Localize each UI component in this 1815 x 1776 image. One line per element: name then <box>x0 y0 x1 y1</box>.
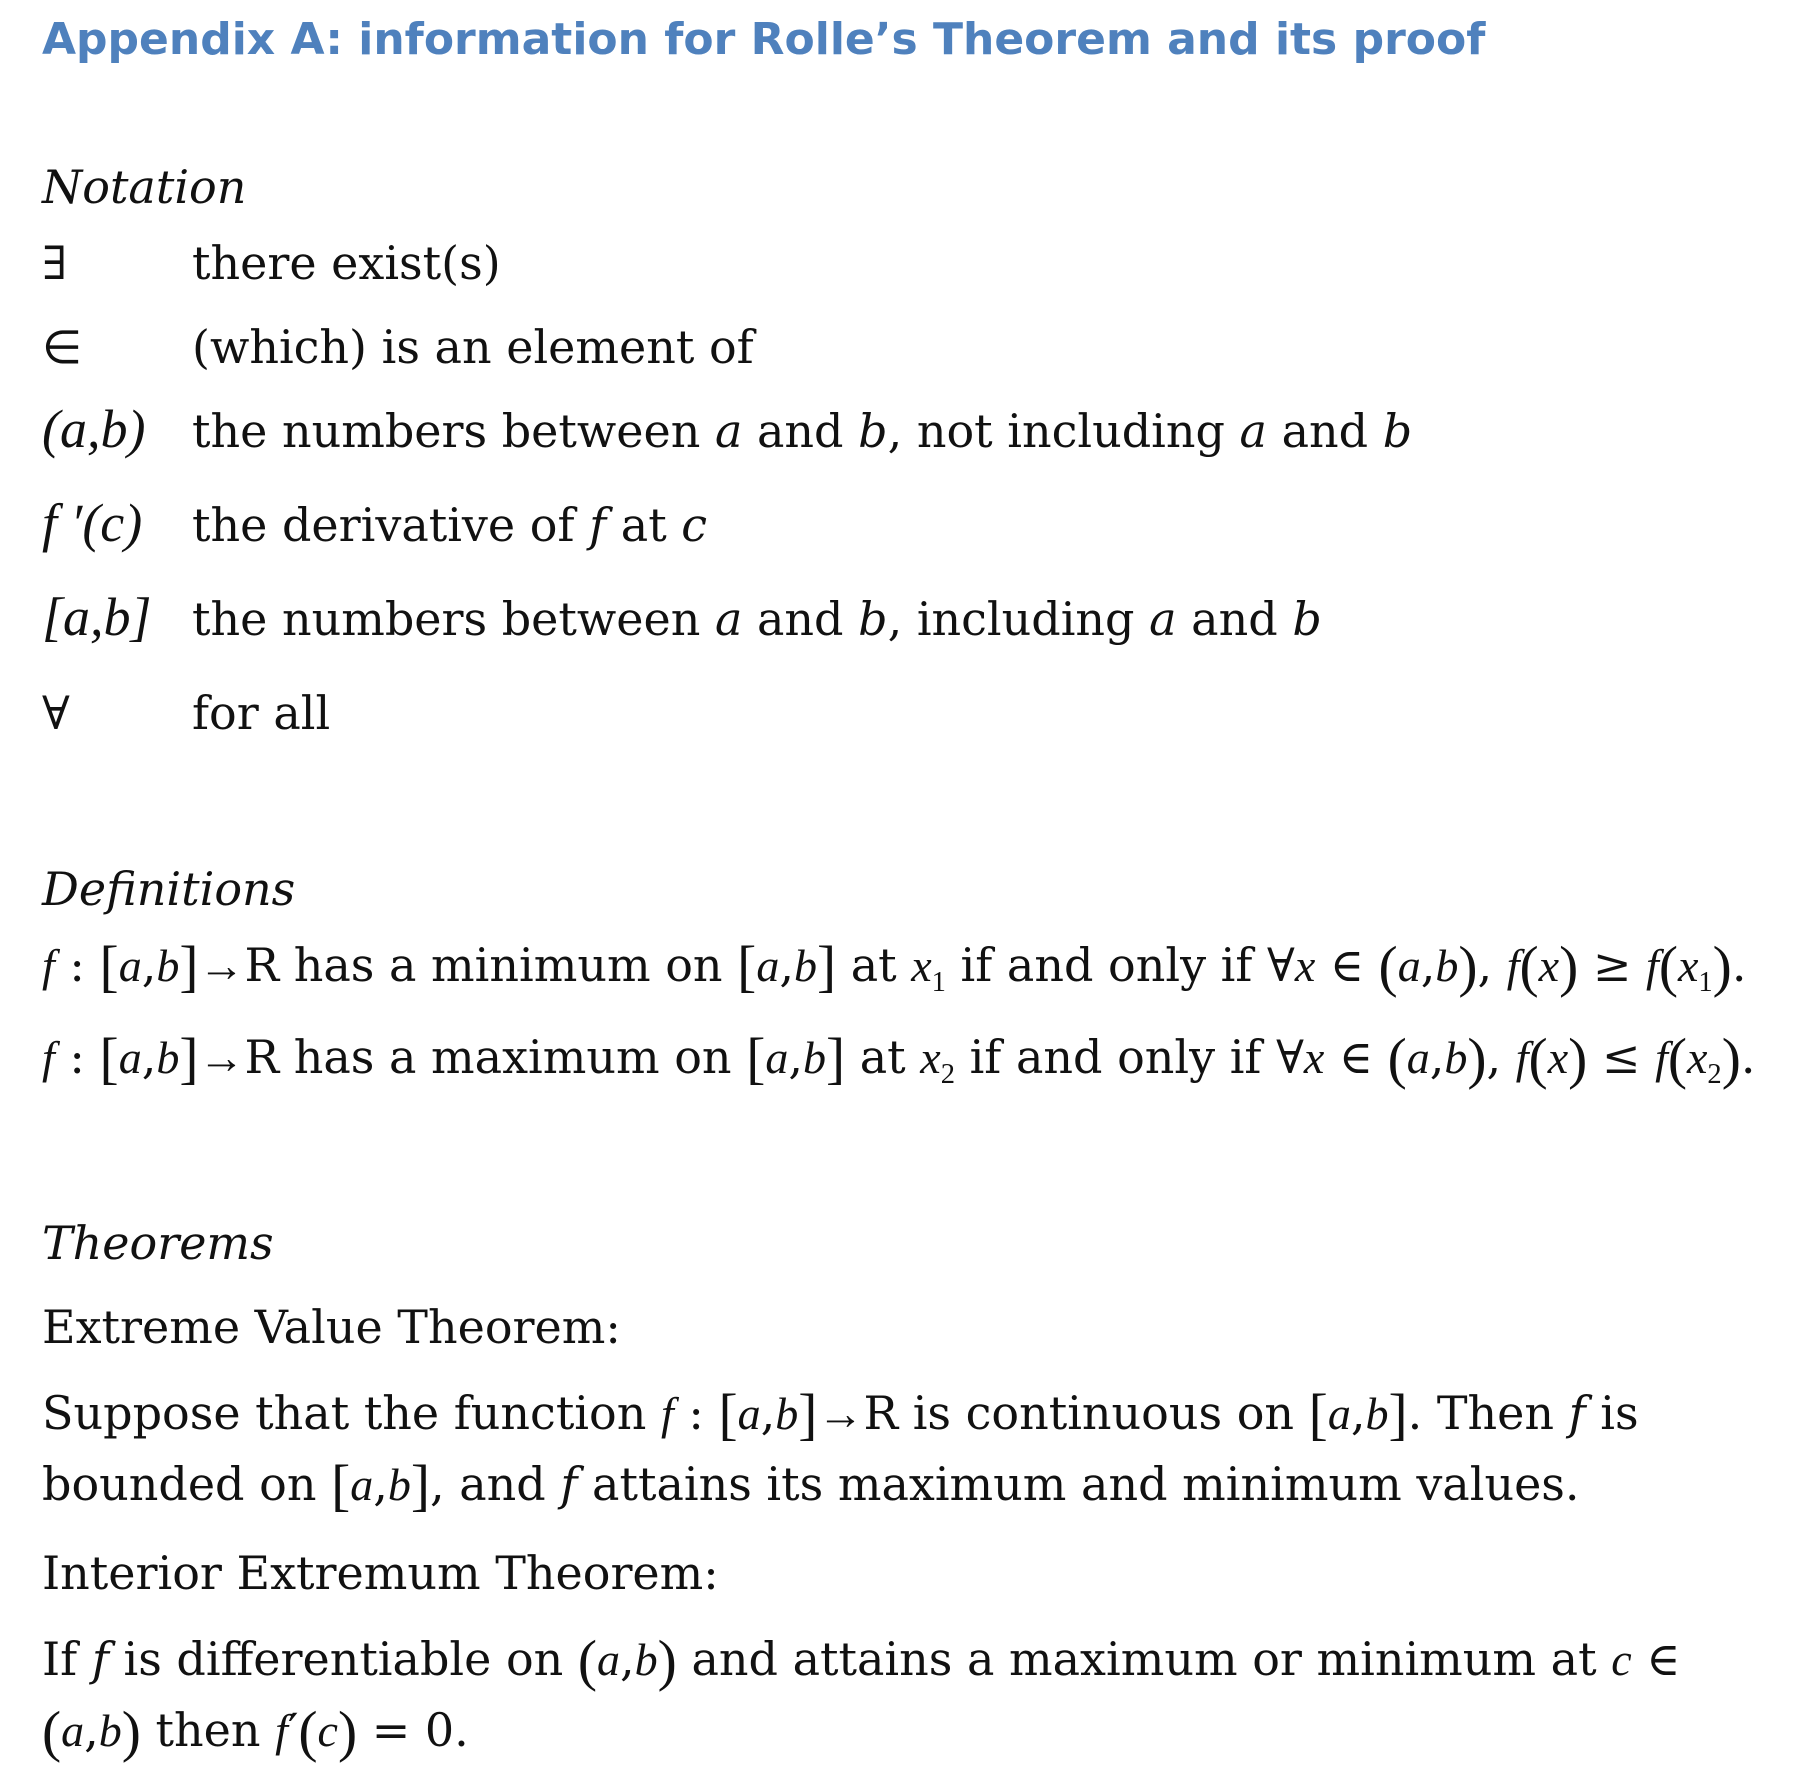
notation-description: the derivative of f at c <box>192 498 708 552</box>
evt-title: Extreme Value Theorem: <box>42 1300 621 1354</box>
notation-item-derivative <box>42 493 1442 568</box>
evt-text: Suppose that the function f : [a,b]→R is continuous on [a,b]. Then f is bounded on [a,b], and f attains its maximum and minimum values. <box>42 1383 1639 1518</box>
notation-item-for-all <box>42 686 1442 756</box>
notation-item-element-of <box>42 320 1442 390</box>
open-interval-symbol: (a,b) <box>42 399 146 459</box>
for-all-symbol: ∀ <box>42 686 70 740</box>
notation-description: there exist(s) <box>192 236 501 290</box>
closed-interval-symbol: [a,b] <box>42 587 152 647</box>
element-of-symbol: ∈ <box>42 322 83 373</box>
notation-description: (which) is an element of <box>192 320 754 374</box>
notation-description: the numbers between a and b, not including a and b <box>192 404 1413 458</box>
derivative-symbol: f ′(c) <box>42 493 143 553</box>
notation-item-exists <box>42 236 1442 306</box>
iet-title: Interior Extremum Theorem: <box>42 1546 719 1600</box>
minimum-definition: f : [a,b]→R has a minimum on [a,b] at $x_1$ if and only if ∀x ∈ (a,b), $f(x) \ge f(x_1)$. <box>42 935 1747 999</box>
definitions-title: Definitions <box>42 862 296 916</box>
notation-description: for all <box>192 686 331 740</box>
exists-symbol: ∃ <box>42 236 67 290</box>
theorems-title: Theorems <box>42 1216 274 1270</box>
notation-description: the numbers between a and b, including a and b <box>192 592 1322 646</box>
appendix-heading: Appendix A: information for Rolle’s Theorem and its proof <box>42 14 1486 65</box>
notation-title: Notation <box>42 160 247 214</box>
notation-item-open-interval <box>42 399 1442 474</box>
notation-item-closed-interval <box>42 587 1442 662</box>
maximum-definition: f : [a,b]→R has a maximum on [a,b] at $x_2$ if and only if ∀x ∈ (a,b), $f(x) \le f(x_2)$. <box>42 1027 1756 1091</box>
iet-text: If f is differentiable on (a,b) and attains a maximum or minimum at c ∈ (a,b) then f′(c) = 0. <box>42 1629 1681 1764</box>
